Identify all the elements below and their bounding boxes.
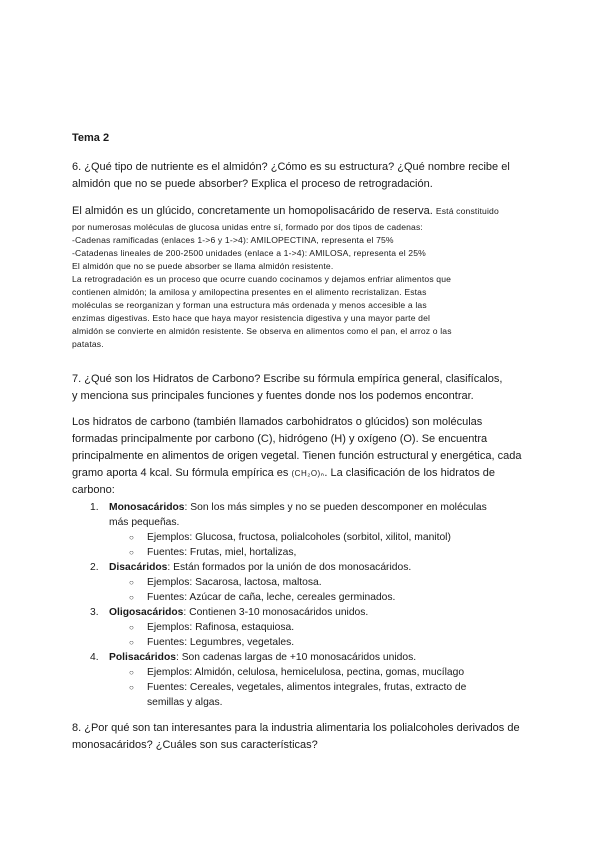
answer-text: . La clasificación de los hidratos de	[324, 467, 496, 479]
question-line: almidón que no se puede absorber? Explica el proceso de retrogradación.	[72, 178, 433, 190]
sub-item: ○ Ejemplos: Almidón, celulosa, hemicelulosa, pectina, gomas, mucílago	[129, 667, 465, 678]
answer-line: principalmente en alimentos de origen vegetal. Tienen función estructural y energética, cada	[72, 450, 522, 462]
list-number: 3.	[90, 607, 99, 618]
answer-6	[72, 203, 528, 351]
answer-lead: El almidón es un glúcido, concretamente un homopolisacárido de reserva.	[72, 205, 433, 217]
sub-item: ○ Ejemplos: Rafinosa, estaquiosa.	[129, 622, 295, 633]
answer-line: -Cadenas ramificadas (enlaces 1->6 y 1->4): AMILOPECTINA, representa el 75%	[72, 235, 394, 245]
bullet-icon: ○	[129, 533, 134, 542]
question-line: 8. ¿Por qué son tan interesantes para la industria alimentaria los polialcoholes derivados de	[72, 722, 520, 734]
class-name: Monosacáridos	[109, 502, 185, 513]
bullet-icon: ○	[129, 623, 134, 632]
sub-item: ○ Fuentes: Cereales, vegetales, alimentos integrales, frutas, extracto de	[129, 682, 467, 693]
bullet-icon: ○	[129, 683, 134, 692]
answer-line	[72, 203, 528, 220]
sub-item: ○ Ejemplos: Glucosa, fructosa, polialcoholes (sorbitol, xilitol, manitol)	[129, 532, 451, 543]
answer-line: contienen almidón; la amilosa y amilopectina presentes en el alimento recristalizan. Estas	[72, 287, 427, 297]
list-number: 2.	[90, 562, 99, 573]
bullet-icon: ○	[129, 548, 134, 557]
answer-text: gramo aporta 4 kcal. Su fórmula empírica es	[72, 467, 289, 479]
list-number: 4.	[90, 652, 99, 663]
class-desc: : Contienen 3-10 monosacáridos unidos.	[183, 607, 369, 618]
list-item	[90, 500, 520, 560]
question-7	[72, 371, 528, 405]
class-desc: : Son cadenas largas de +10 monosacáridos unidos.	[175, 652, 417, 663]
carbohydrate-classification-list	[90, 500, 520, 710]
class-name: Oligosacáridos	[109, 607, 184, 618]
answer-line: Los hidratos de carbono (también llamados carbohidratos o glúcidos) son moléculas	[72, 416, 483, 428]
list-item	[90, 605, 520, 650]
class-name: Polisacáridos	[109, 652, 176, 663]
document-title: Tema 2	[72, 132, 110, 144]
answer-line: formadas principalmente por carbono (C), hidrógeno (H) y oxígeno (O). Se encuentra	[72, 433, 488, 445]
answer-line: patatas.	[72, 339, 104, 349]
question-line: 6. ¿Qué tipo de nutriente es el almidón? ¿Cómo es su estructura? ¿Qué nombre recibe el	[72, 161, 510, 173]
answer-lead-tail: Está constituido	[435, 206, 499, 216]
answer-line	[72, 465, 528, 482]
question-6	[72, 159, 528, 193]
sub-item: ○ Fuentes: Legumbres, vegetales.	[129, 637, 295, 648]
class-name: Disacáridos	[109, 562, 168, 573]
sub-item: ○ Fuentes: Frutas, miel, hortalizas,	[129, 547, 297, 558]
sub-item-continuation: semillas y algas.	[147, 697, 223, 708]
list-item	[90, 650, 520, 710]
answer-line: enzimas digestivas. Esto hace que haya mayor resistencia digestiva y una mayor parte del	[72, 313, 431, 323]
answer-line: almidón se convierte en almidón resistente. Se observa en alimentos como el pan, el arroz o las	[72, 326, 452, 336]
bullet-icon: ○	[129, 578, 134, 587]
answer-line: La retrogradación es un proceso que ocurre cuando cocinamos y dejamos enfriar alimentos que	[72, 274, 452, 284]
sub-item: ○ Fuentes: Azúcar de caña, leche, cereales germinados.	[129, 592, 396, 603]
answer-line: por numerosas moléculas de glucosa unidas entre sí, formado por dos tipos de cadenas:	[72, 222, 423, 232]
answer-7	[72, 414, 528, 499]
question-line: monosacáridos? ¿Cuáles son sus características?	[72, 739, 318, 751]
empirical-formula: (CH₂O)ₙ	[291, 469, 325, 478]
question-line: 7. ¿Qué son los Hidratos de Carbono? Escribe su fórmula empírica general, clasifícalos,	[72, 373, 503, 385]
answer-line: moléculas se reorganizan y forman una estructura más ordenada y menos accesible a las	[72, 300, 427, 310]
bullet-icon: ○	[129, 593, 134, 602]
list-item	[90, 560, 520, 605]
question-line: y menciona sus principales funciones y fuentes donde nos los podemos encontrar.	[72, 390, 474, 402]
list-number: 1.	[90, 502, 99, 513]
sub-item: ○ Ejemplos: Sacarosa, lactosa, maltosa.	[129, 577, 322, 588]
bullet-icon: ○	[129, 638, 134, 647]
class-desc-cont: más pequeñas.	[109, 517, 180, 528]
question-8	[72, 720, 528, 754]
answer-line: -Catadenas lineales de 200-2500 unidades (enlace a 1->4): AMILOSA, representa el 25%	[72, 248, 426, 258]
bullet-icon: ○	[129, 668, 134, 677]
answer-line: carbono:	[72, 484, 115, 496]
class-desc: : Son los más simples y no se pueden descomponer en moléculas	[184, 502, 487, 513]
class-desc: : Están formados por la unión de dos monosacáridos.	[167, 562, 412, 573]
answer-line: El almidón que no se puede absorber se llama almidón resistente.	[72, 261, 334, 271]
